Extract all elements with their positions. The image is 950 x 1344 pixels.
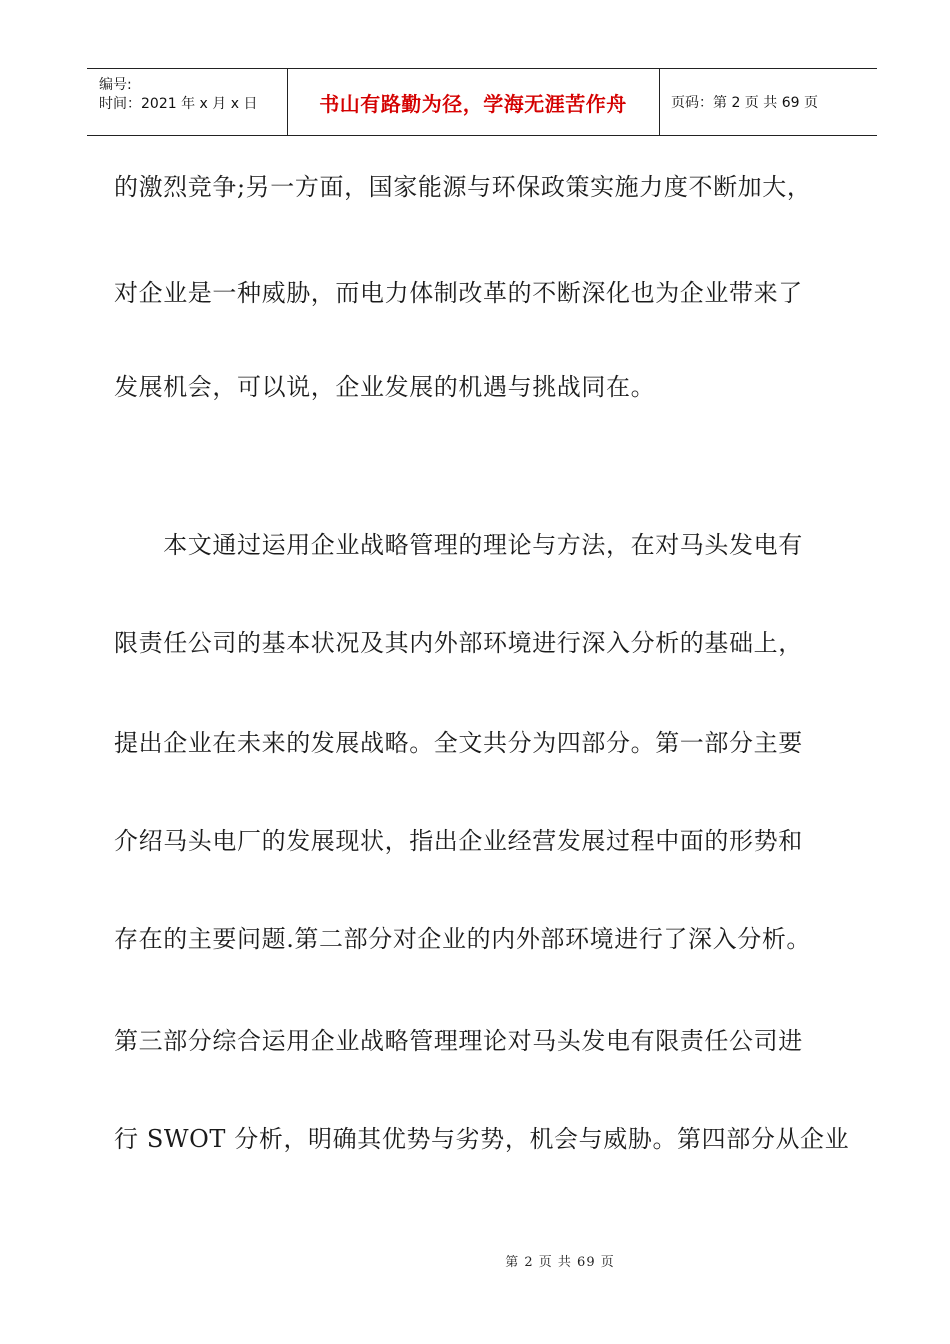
body-line: 的激烈竞争;另一方面，国家能源与环保政策实施力度不断加大， (114, 173, 812, 201)
body-line: 限责任公司的基本状况及其内外部环境进行深入分析的基础上， (114, 629, 803, 657)
body-line: 存在的主要问题.第二部分对企业的内外部环境进行了深入分析。 (114, 925, 812, 953)
header-page-label: 页码：第 2 页 共 69 页 (671, 95, 818, 111)
header-meta (87, 69, 287, 135)
header-time-label: 时间：2021 年 x 月 x 日 (99, 96, 258, 112)
body-line: 发展机会，可以说，企业发展的机遇与挑战同在。 (114, 373, 656, 401)
page-footer: 第 2 页 共 69 页 (505, 1255, 615, 1270)
header-code-label: 编号: (99, 77, 132, 93)
body-line: 行 SWOT 分析，明确其优势与劣势，机会与威胁。第四部分从企业 (114, 1125, 850, 1153)
document-header (87, 68, 877, 136)
header-divider (659, 69, 660, 135)
body-line: 提出企业在未来的发展战略。全文共分为四部分。第一部分主要 (114, 729, 803, 757)
body-line: 介绍马头电厂的发展现状，指出企业经营发展过程中面的形势和 (114, 827, 803, 855)
body-line: 第三部分综合运用企业战略管理理论对马头发电有限责任公司进 (114, 1027, 803, 1055)
header-motto: 书山有路勤为径，学海无涯苦作舟 (319, 91, 627, 116)
body-line: 对企业是一种威胁，而电力体制改革的不断深化也为企业带来了 (114, 279, 803, 307)
body-line: 本文通过运用企业战略管理的理论与方法，在对马头发电有 (114, 531, 803, 559)
